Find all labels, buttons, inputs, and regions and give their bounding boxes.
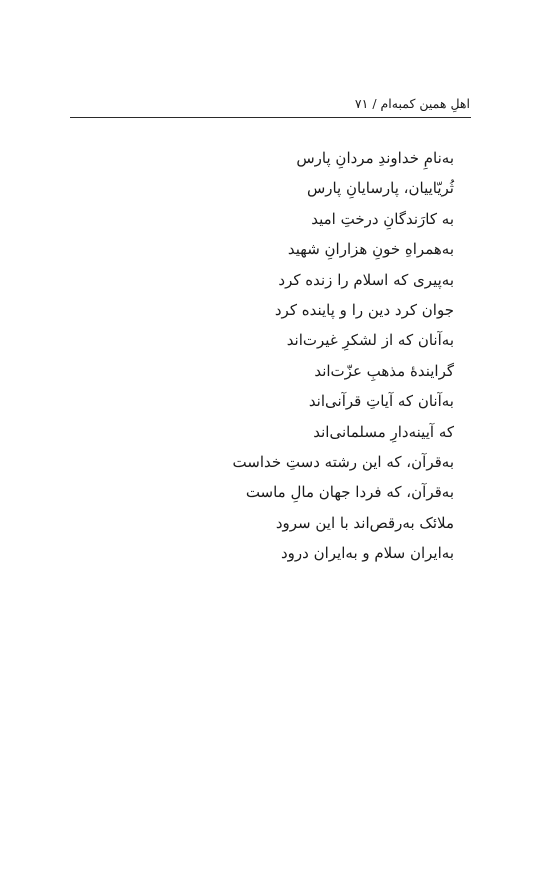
poem-line: به‌نامِ خداوندِ مردانِ پارس xyxy=(296,149,454,167)
poem-line: به‌پیری که اسلام را زنده کرد xyxy=(278,270,454,289)
poem-line: به‌ایران سلام و به‌ایران درود xyxy=(280,544,454,563)
poem-line: به‌همراهِ خونِ هزارانِ شهید xyxy=(287,240,454,259)
poem-line: جوان کرد دین را و پاینده کرد xyxy=(274,300,454,319)
page-number: ۷۱ xyxy=(354,96,369,111)
poem-line: به کارَندگانِ درختِ امید xyxy=(311,209,454,228)
book-title: اهلِ همین کمبه‌ام xyxy=(380,96,470,111)
running-head-text xyxy=(355,93,470,115)
poem-line: ملائک به‌رقص‌اند با این سرود xyxy=(275,513,454,532)
poem-line: به‌قرآن، که فردا جهان مالِ ماست xyxy=(245,483,454,502)
poem-line: به‌آنان که آیاتِ قرآنی‌اند xyxy=(308,392,454,411)
running-head xyxy=(70,93,470,115)
poem-line: که آیینه‌دارِ مسلمانی‌اند xyxy=(313,422,454,441)
poem xyxy=(154,143,454,568)
header-rule xyxy=(70,117,471,118)
header-separator: / xyxy=(372,96,377,111)
poem-line: به‌قرآن، که این رشته دستِ خداست xyxy=(232,452,454,471)
poem-line: گرایندهٔ مذهبِ عزّت‌اند xyxy=(314,361,454,380)
poem-line: ثُریّاییان، پارسایانِ پارس xyxy=(306,179,454,198)
poem-line: به‌آنان که از لشکرِ غیرت‌اند xyxy=(286,331,454,350)
